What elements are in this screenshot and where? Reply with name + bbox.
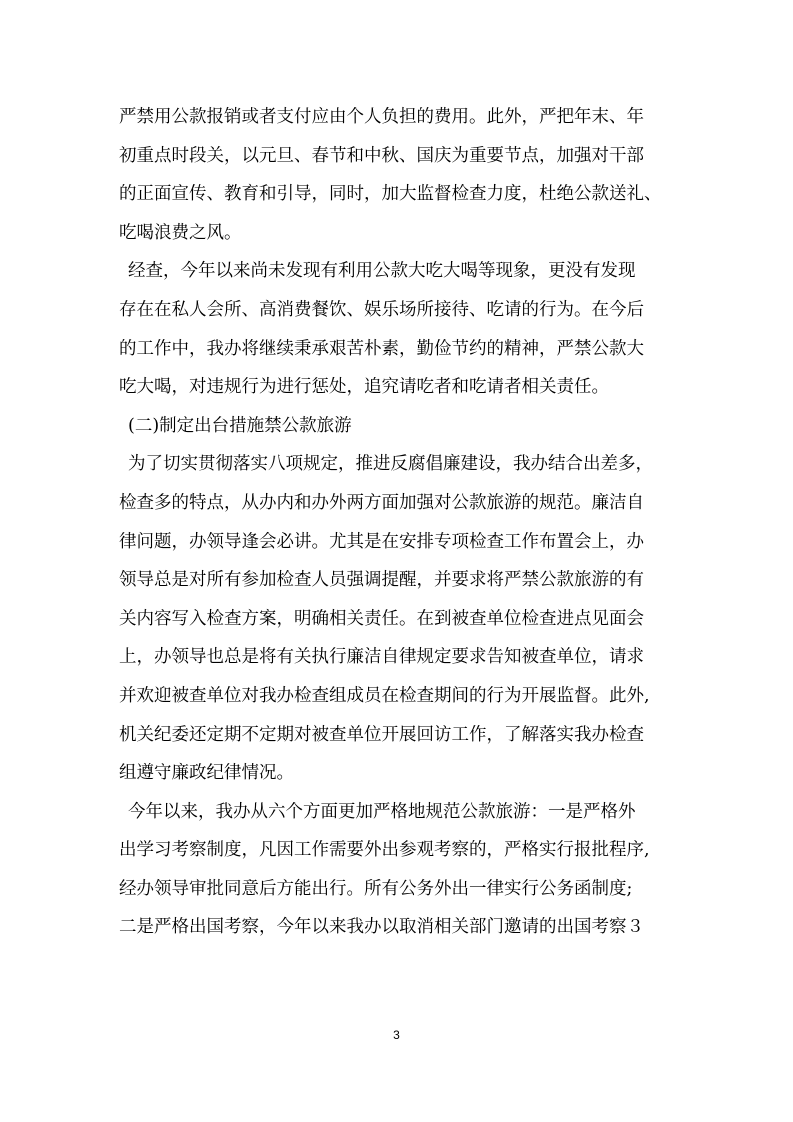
text-line: 吃大喝，对违规行为进行惩处，追究请吃者和吃请者相关责任。 [119, 377, 609, 398]
text-line: 今年以来，我办从六个方面更加严格地规范公款旅游：一是严格外 [128, 801, 636, 822]
text-line: 为了切实贯彻落实八项规定，推进反腐倡廉建设，我办结合出差多， [128, 454, 653, 475]
text-line: 出学习考察制度，凡因工作需要外出参观考察的，严格实行报批程序, [119, 840, 650, 861]
text-line: 经办领导审批同意后方能出行。所有公务外出一律实行公务函制度; [119, 878, 633, 899]
text-line: 组遵守廉政纪律情况。 [119, 763, 294, 784]
text-line: 初重点时段关，以元旦、春节和中秋、国庆为重要节点，加强对干部 [119, 145, 644, 166]
text-line: 领导总是对所有参加检查人员强调提醒，并要求将严禁公款旅游的有 [119, 570, 644, 591]
text-line: 上，办领导也总是将有关执行廉洁自律规定要求告知被查单位，请求 [119, 647, 644, 668]
text-line: 存在在私人会所、高消费餐饮、娱乐场所接待、吃请的行为。在今后 [119, 299, 644, 320]
text-line: 二是严格出国考察，今年以来我办以取消相关部门邀请的出国考察３ [119, 917, 644, 938]
text-line: 严禁用公款报销或者支付应由个人负担的费用。此外，严把年末、年 [119, 107, 644, 127]
page-number: 3 [393, 1028, 400, 1042]
text-line: (二)制定出台措施禁公款旅游 [128, 415, 352, 436]
text-line: 律问题，办领导逢会必讲。尤其是在安排专项检查工作布置会上，办 [119, 531, 644, 552]
text-line: 关内容写入检查方案，明确相关责任。在到被查单位检查进点见面会 [119, 608, 644, 629]
text-line: 机关纪委还定期不定期对被查单位开展回访工作，了解落实我办检查 [119, 724, 644, 745]
text-line: 的工作中，我办将继续秉承艰苦朴素，勤俭节约的精神，严禁公款大 [119, 338, 644, 359]
text-line: 并欢迎被查单位对我办检查组成员在检查期间的行为开展监督。此外, [119, 685, 650, 706]
text-line: 检查多的特点，从办内和办外两方面加强对公款旅游的规范。廉洁自 [119, 492, 644, 513]
text-line: 吃喝浪费之风。 [119, 222, 242, 243]
text-line: 经查，今年以来尚未发现有利用公款大吃大喝等现象，更没有发现 [128, 261, 636, 282]
body-text [119, 98, 679, 947]
text-line: 的正面宣传、教育和引导，同时，加大监督检查力度，杜绝公款送礼、 [119, 184, 662, 205]
